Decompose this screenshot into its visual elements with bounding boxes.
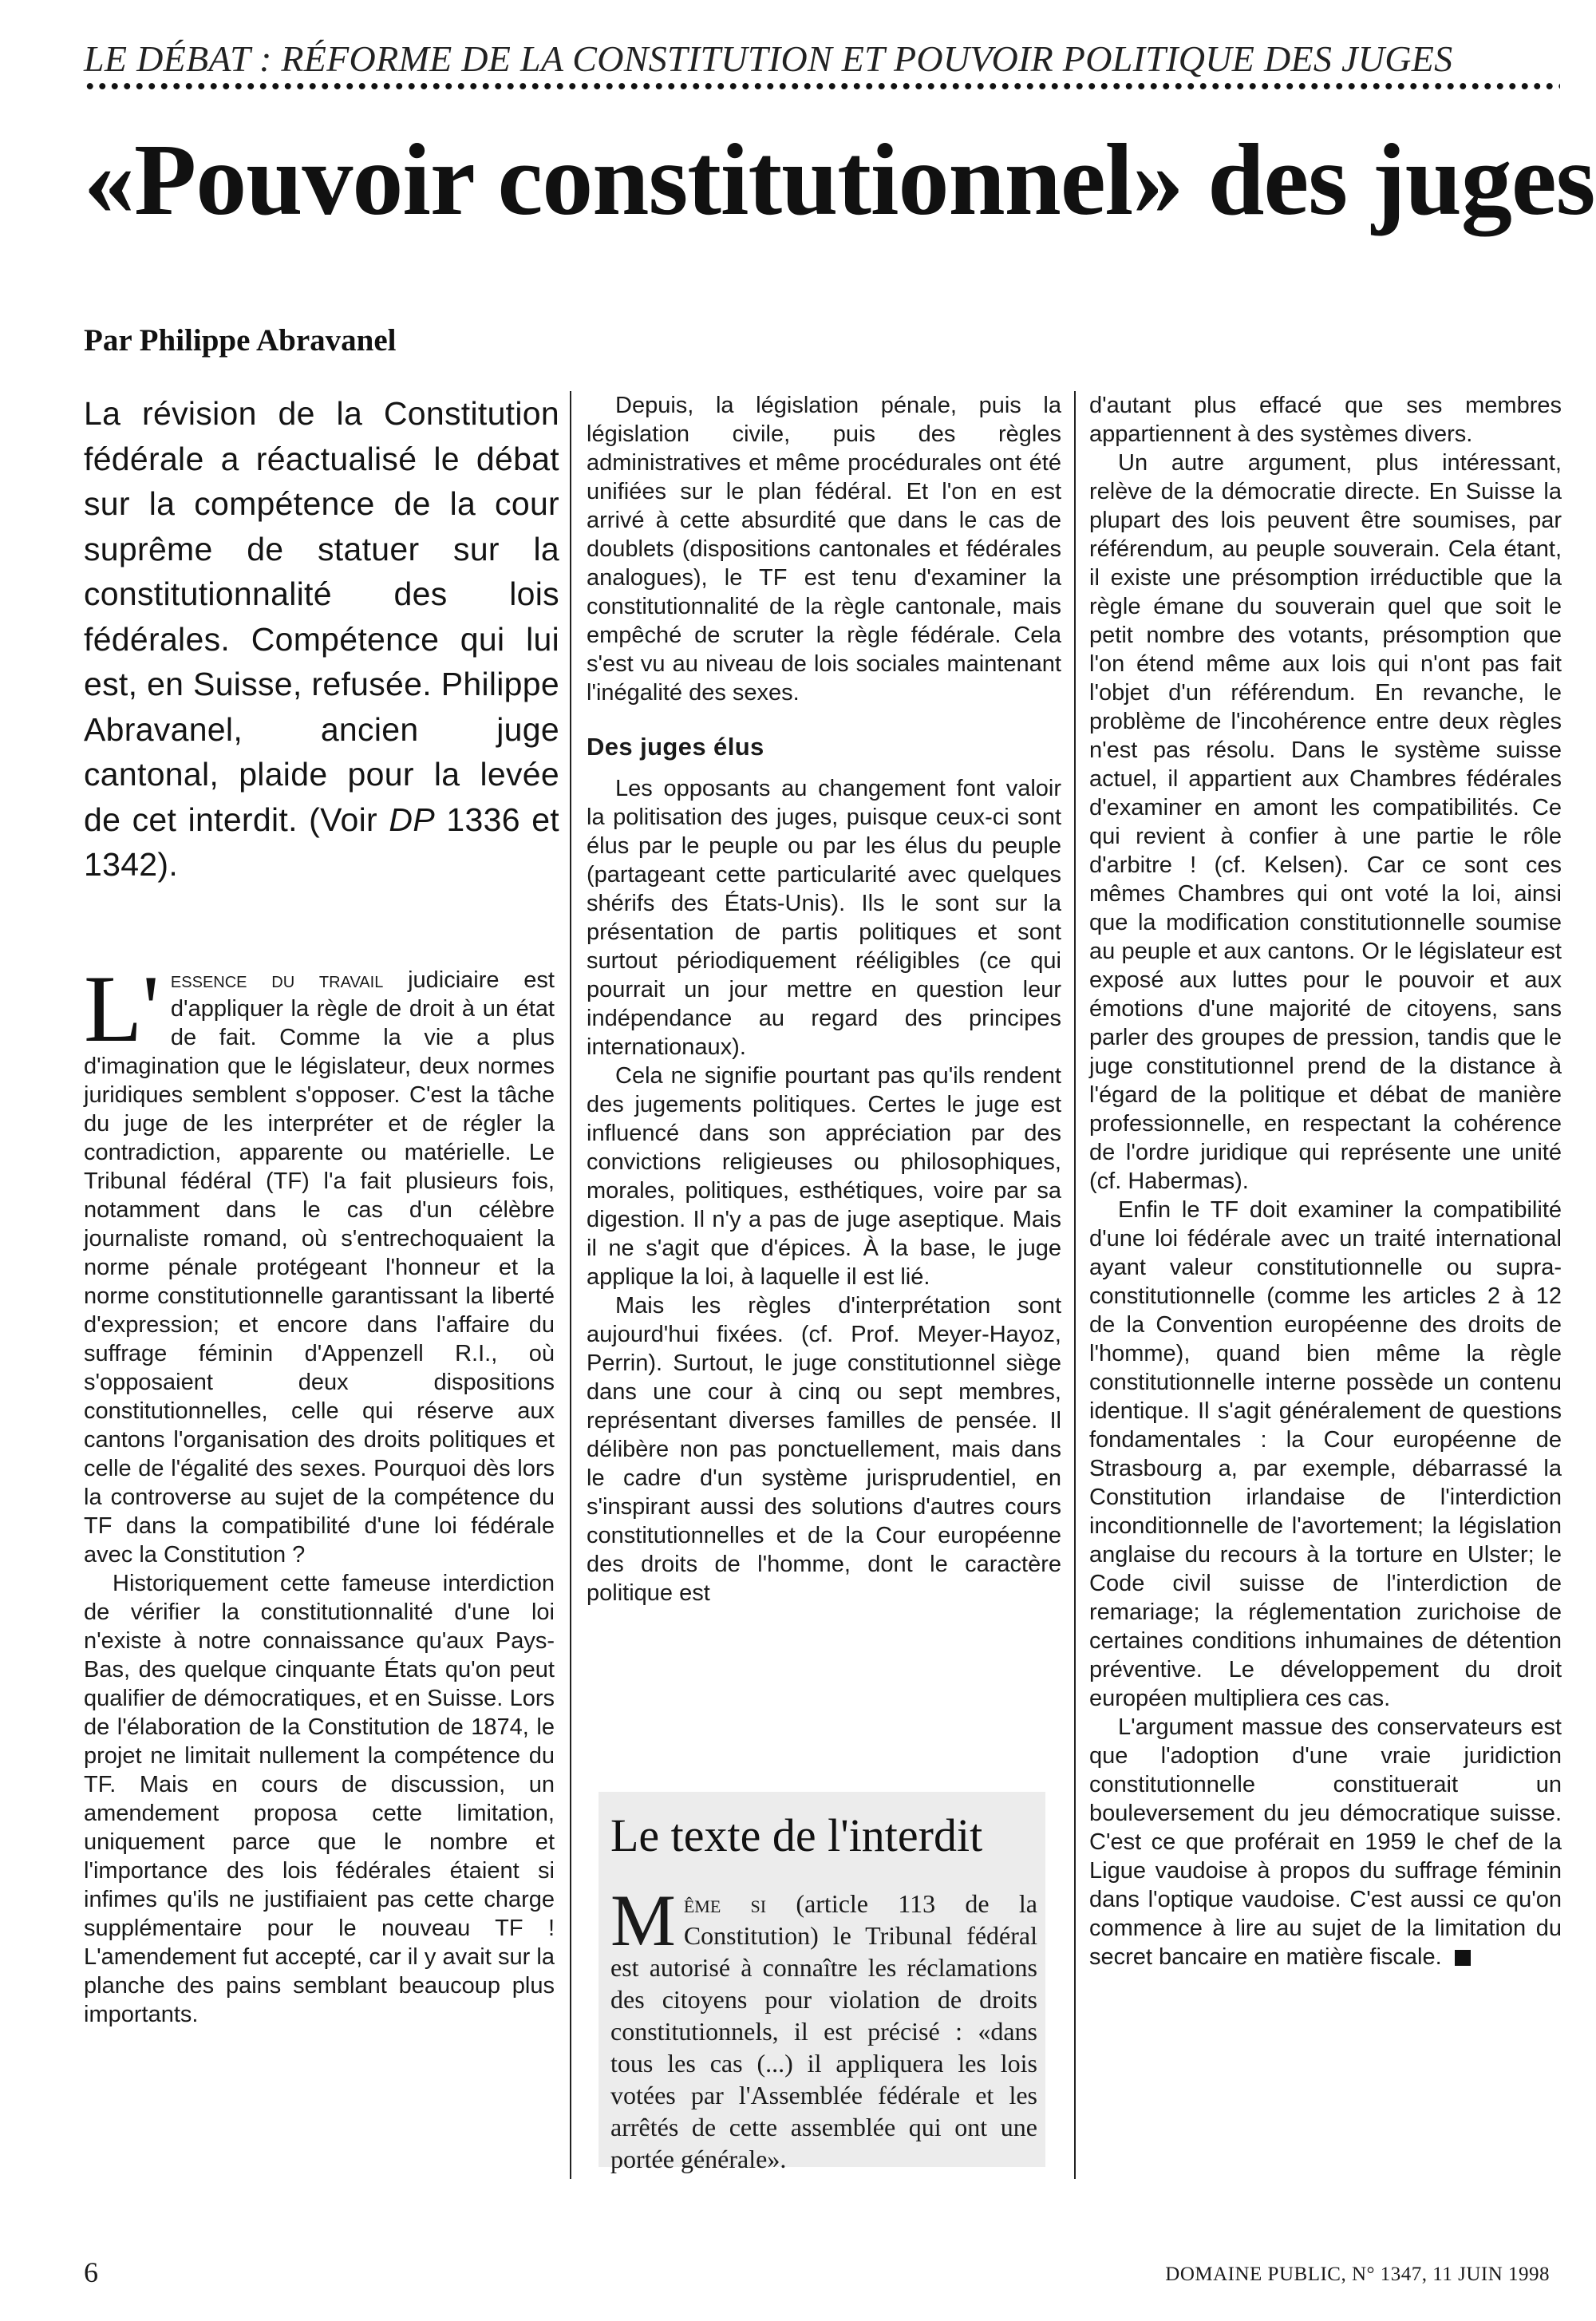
dotted-rule <box>84 81 1560 91</box>
paragraph: Cela ne signifie pourtant pas qu'ils rendent des jugements politiques. Certes le juge est influencé dans son appréciation par des convictions religieuses ou philosophiques, morales, politiques, esthétiques, voire par sa digestion. Il n'y a pas de juge aseptique. Mais il ne s'agit que d'épices. À la base, le juge applique la loi, à laquelle il est lié. <box>587 1063 1061 1290</box>
column-3 <box>1089 391 1562 1971</box>
paragraph: Depuis, la législation pénale, puis la législation civile, puis des règles administratives et même procédurales ont été unifiées sur le plan fédéral. Et l'on en est arrivé à cette absurdité que dans le cas de doublets (dispositions cantonales et fédérales analogues), le TF est tenu d'examiner la constitutionnalité de la règle cantonale, mais empêché de scruter la règle fédérale. Cela s'est vu au niveau de lois sociales maintenant l'inégalité des sexes. <box>587 393 1061 706</box>
column-divider <box>1074 391 1076 2179</box>
paragraph: Historiquement cette fameuse interdiction de vérifier la constitutionnalité d'une loi n'existe à notre connaissance qu'aux Pays-Bas, des quelque cinquante États qu'on peut qualifier de démocratiques, et en Suisse. Lors de l'élaboration de la Constitution de 1874, le projet ne limitait nullement la compétence du TF. Mais en cours de discussion, un amendement proposa cette limitation, uniquement parce que le nombre et l'importance des lois fédérales étaient si infimes qu'ils ne justifiaient pas cette charge supplémentaire pour le nouveau TF ! L'amendement fut accepté, car il y avait sur la planche des pains semblant beaucoup plus importants. <box>84 1571 555 2027</box>
sidebar-box-text <box>610 1880 1037 2175</box>
lead-publication-ref: DP <box>389 801 435 838</box>
article-lead <box>84 391 559 888</box>
column-2 <box>587 391 1061 1607</box>
section-heading: Des juges élus <box>587 733 764 761</box>
byline: Par Philippe Abravanel <box>84 323 397 358</box>
page-number: 6 <box>84 2256 98 2288</box>
lead-text: La révision de la Constitution fédérale a réactualisé le débat sur la compétence de la cour suprême de statuer sur la constitutionnalité des lois fédérales. Compétence qui lui est, en Suisse, refusée. Philippe Abravanel, ancien juge cantonal, plaide pour la levée de cet interdit. (Voir <box>84 395 559 838</box>
section-kicker: LE DÉBAT : RÉFORME DE LA CONSTITUTION ET POUVOIR POLITIQUE DES JUGES <box>84 38 1453 79</box>
paragraph-text: judiciaire est d'appliquer la règle de droit à un état de fait. Comme la vie a plus d'imagination que le législateur, deux normes juridiques semblent s'opposer. C'est la tâche du juge de les interpréter et de régler la contradiction, apparente ou matérielle. Le Tribunal fédéral (TF) l'a fait plusieurs fois, notamment dans le cas d'un célèbre journaliste romand, où s'entrechoquaient la norme pénale protégeant l'honneur et la norme constitutionnelle garantissant la liberté d'expression; et encore dans l'affaire du suffrage féminin d'Appenzell R.I., où s'opposaient deux dispositions constitutionnelles, celle qui réserve aux cantons l'organisation des droits politiques et celle de l'égalité des sexes. Pourquoi dès lors la controverse au sujet de la compétence du TF dans la compatibilité d'une loi fédérale avec la Constitution ? <box>84 967 555 1568</box>
paragraph-text: L'argument massue des conservateurs est que l'adoption d'une vraie juridiction constitutionnelle constituerait un bouleversement du jeu démocratique suisse. C'est ce que proférait en 1959 le chef de la Ligue vaudoise à propos du suffrage féminin dans l'optique vaudoise. C'est aussi ce qu'on commence à lire au sujet de la limitation du secret bancaire en matière fiscale. <box>1089 1714 1562 1970</box>
paragraph: Enfin le TF doit examiner la compatibilité d'une loi fédérale avec un traité international ayant valeur constitutionnelle ou supra-constitutionnelle (comme les articles 2 à 12 de la Convention européenne des droits de l'homme), quand bien même la règle constitutionnelle interne possède un contenu identique. Il s'agit généralement de questions fondamentales : la Cour européenne de Strasbourg a, par exemple, débarrassé la Constitution irlandaise de l'interdiction inconditionnelle de l'avortement; la législation anglaise du recours à la torture en Ulster; le Code civil suisse de l'interdiction de remariage; la réglementation zurichoise de certaines conditions inhumaines de détention préventive. Le développement du droit européen multipliera ces cas. <box>1089 1197 1562 1711</box>
publication-info: DOMAINE PUBLIC, N° 1347, 11 JUIN 1998 <box>1165 2264 1550 2285</box>
sidebar-box-title: Le texte de l'interdit <box>610 1809 983 1861</box>
paragraph: Mais les règles d'interprétation sont aujourd'hui fixées. (cf. Prof. Meyer-Hayoz, Perrin). Surtout, le juge constitutionnel siège dans une cour à cinq ou sept membres, représentant diverses familles de pensée. Il délibère non pas ponctuellement, mais dans le cadre d'un système jurisprudentiel, en s'inspirant aussi des solutions d'autres cours constitutionnelles et de la Cour européenne des droits de l'homme, dont le caractère politique est <box>587 1293 1061 1606</box>
paragraph: Les opposants au changement font valoir la politisation des juges, puisque ceux-ci sont élus par le peuple ou par les élus du peuple (partageant cette particularité avec quelques shérifs des États-Unis). Ils le sont sur la présentation de partis politiques et sont surtout périodiquement rééligibles (ce qui pourrait un jour mettre en question leur indépendance au regard des principes internationaux). <box>587 776 1061 1060</box>
drop-cap: M <box>610 1880 676 1961</box>
end-of-article-mark <box>1455 1950 1471 1966</box>
article-title: «Pouvoir constitutionnel» des juges <box>84 123 1595 236</box>
paragraph: Un autre argument, plus intéressant, relève de la démocratie directe. En Suisse la plupart des lois peuvent être soumises, par référendum, au peuple souverain. Cela étant, il existe une présomption irréductible que la règle émane du souverain quel que soit le petit nombre des votants, présomption que l'on étend même aux lois qui n'ont pas fait l'objet d'un référendum. En revanche, le problème de l'incohérence entre deux règles n'est pas résolu. Dans le système suisse actuel, il appartient aux Chambres fédérales d'examiner en amont les compatibilités. Ce qui revient à confier à une partie le rôle d'arbitre ! (cf. Kelsen). Car ce sont ces mêmes Chambres qui ont voté la loi, ainsi que la modification constitutionnelle soumise au peuple et aux cantons. Or le législateur est exposé aux luttes pour le pouvoir et aux émotions d'une majorité de citoyens, sans parler des groupes de pression, tandis que le juge constitutionnel prend de la distance à l'égard de la politique et débat de manière professionnelle, en respectant la cohérence de l'ordre juridique qui représente une unité (cf. Habermas). <box>1089 450 1562 1194</box>
drop-cap: L' <box>84 955 160 1062</box>
paragraph: d'autant plus effacé que ses membres appartiennent à des systèmes divers. <box>1089 393 1562 447</box>
box-body: (article 113 de la Constitution) le Tribunal fédéral est autorisé à connaître les réclamations des citoyens pour violation de droits constitutionnels, il est précisé : «dans tous les cas (...) il appliquera les lois votées par l'Assemblée fédérale et les arrêtés de cette assemblée qui ont une portée générale». <box>610 1889 1037 2173</box>
column-1 <box>84 955 555 2029</box>
paragraph <box>84 955 555 1569</box>
lead-text-end: 1336 et 1342). <box>84 801 559 883</box>
column-divider <box>570 391 571 2179</box>
lead-in: ême si <box>683 1889 767 1918</box>
lead-in: essence du travail <box>170 967 384 993</box>
paragraph <box>1089 1713 1562 1971</box>
